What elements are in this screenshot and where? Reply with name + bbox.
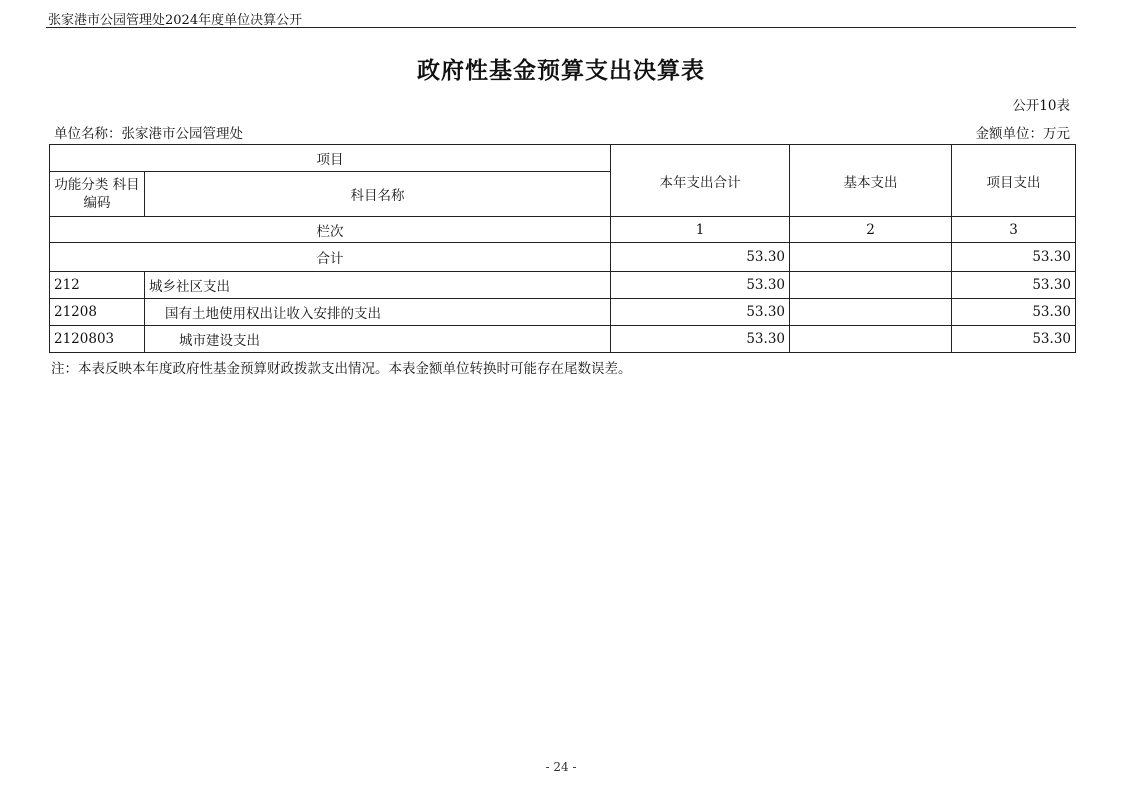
header-basic: 基本支出	[790, 145, 952, 217]
column-number: 1	[611, 217, 790, 243]
column-row-label: 栏次	[50, 217, 611, 243]
total-amount: 53.30	[611, 299, 790, 326]
footnote: 注：本表反映本年度政府性基金预算财政拨款支出情况。本表金额单位转换时可能存在尾数误差。	[51, 361, 632, 377]
header-total: 本年支出合计	[611, 145, 790, 217]
function-code: 21208	[50, 299, 145, 326]
function-code: 212	[50, 272, 145, 299]
subject-name: 城市建设支出	[145, 326, 611, 353]
table-row	[50, 326, 1076, 353]
form-code: 公开10表	[1012, 98, 1070, 114]
total-amount: 53.30	[611, 272, 790, 299]
basic-amount	[790, 272, 952, 299]
page-number: - 24 -	[545, 760, 577, 774]
running-header: 张家港市公园管理处2024年度单位决算公开	[48, 13, 303, 28]
header-name: 科目名称	[145, 172, 611, 217]
basic-amount	[790, 326, 952, 353]
table-row	[50, 299, 1076, 326]
header-divider	[46, 27, 1076, 28]
function-code: 2120803	[50, 326, 145, 353]
table-row	[50, 272, 1076, 299]
basic-amount	[790, 299, 952, 326]
basic-amount	[790, 243, 952, 272]
project-amount: 53.30	[952, 272, 1076, 299]
header-project: 项目支出	[952, 145, 1076, 217]
total-row	[50, 243, 1076, 272]
total-amount: 53.30	[611, 326, 790, 353]
subject-name: 国有土地使用权出让收入安排的支出	[145, 299, 611, 326]
header-code: 功能分类 科目编码	[50, 172, 145, 217]
header-item: 项目	[50, 145, 611, 172]
amount-unit: 金额单位：万元	[975, 126, 1070, 142]
project-amount: 53.30	[952, 243, 1076, 272]
total-label: 合计	[50, 243, 611, 272]
project-amount: 53.30	[952, 299, 1076, 326]
column-number: 3	[952, 217, 1076, 243]
expenditure-table	[49, 144, 1076, 353]
subject-name: 城乡社区支出	[145, 272, 611, 299]
unit-name: 单位名称：张家港市公园管理处	[54, 126, 243, 142]
project-amount: 53.30	[952, 326, 1076, 353]
total-amount: 53.30	[611, 243, 790, 272]
column-number: 2	[790, 217, 952, 243]
page-title: 政府性基金预算支出决算表	[417, 57, 705, 84]
